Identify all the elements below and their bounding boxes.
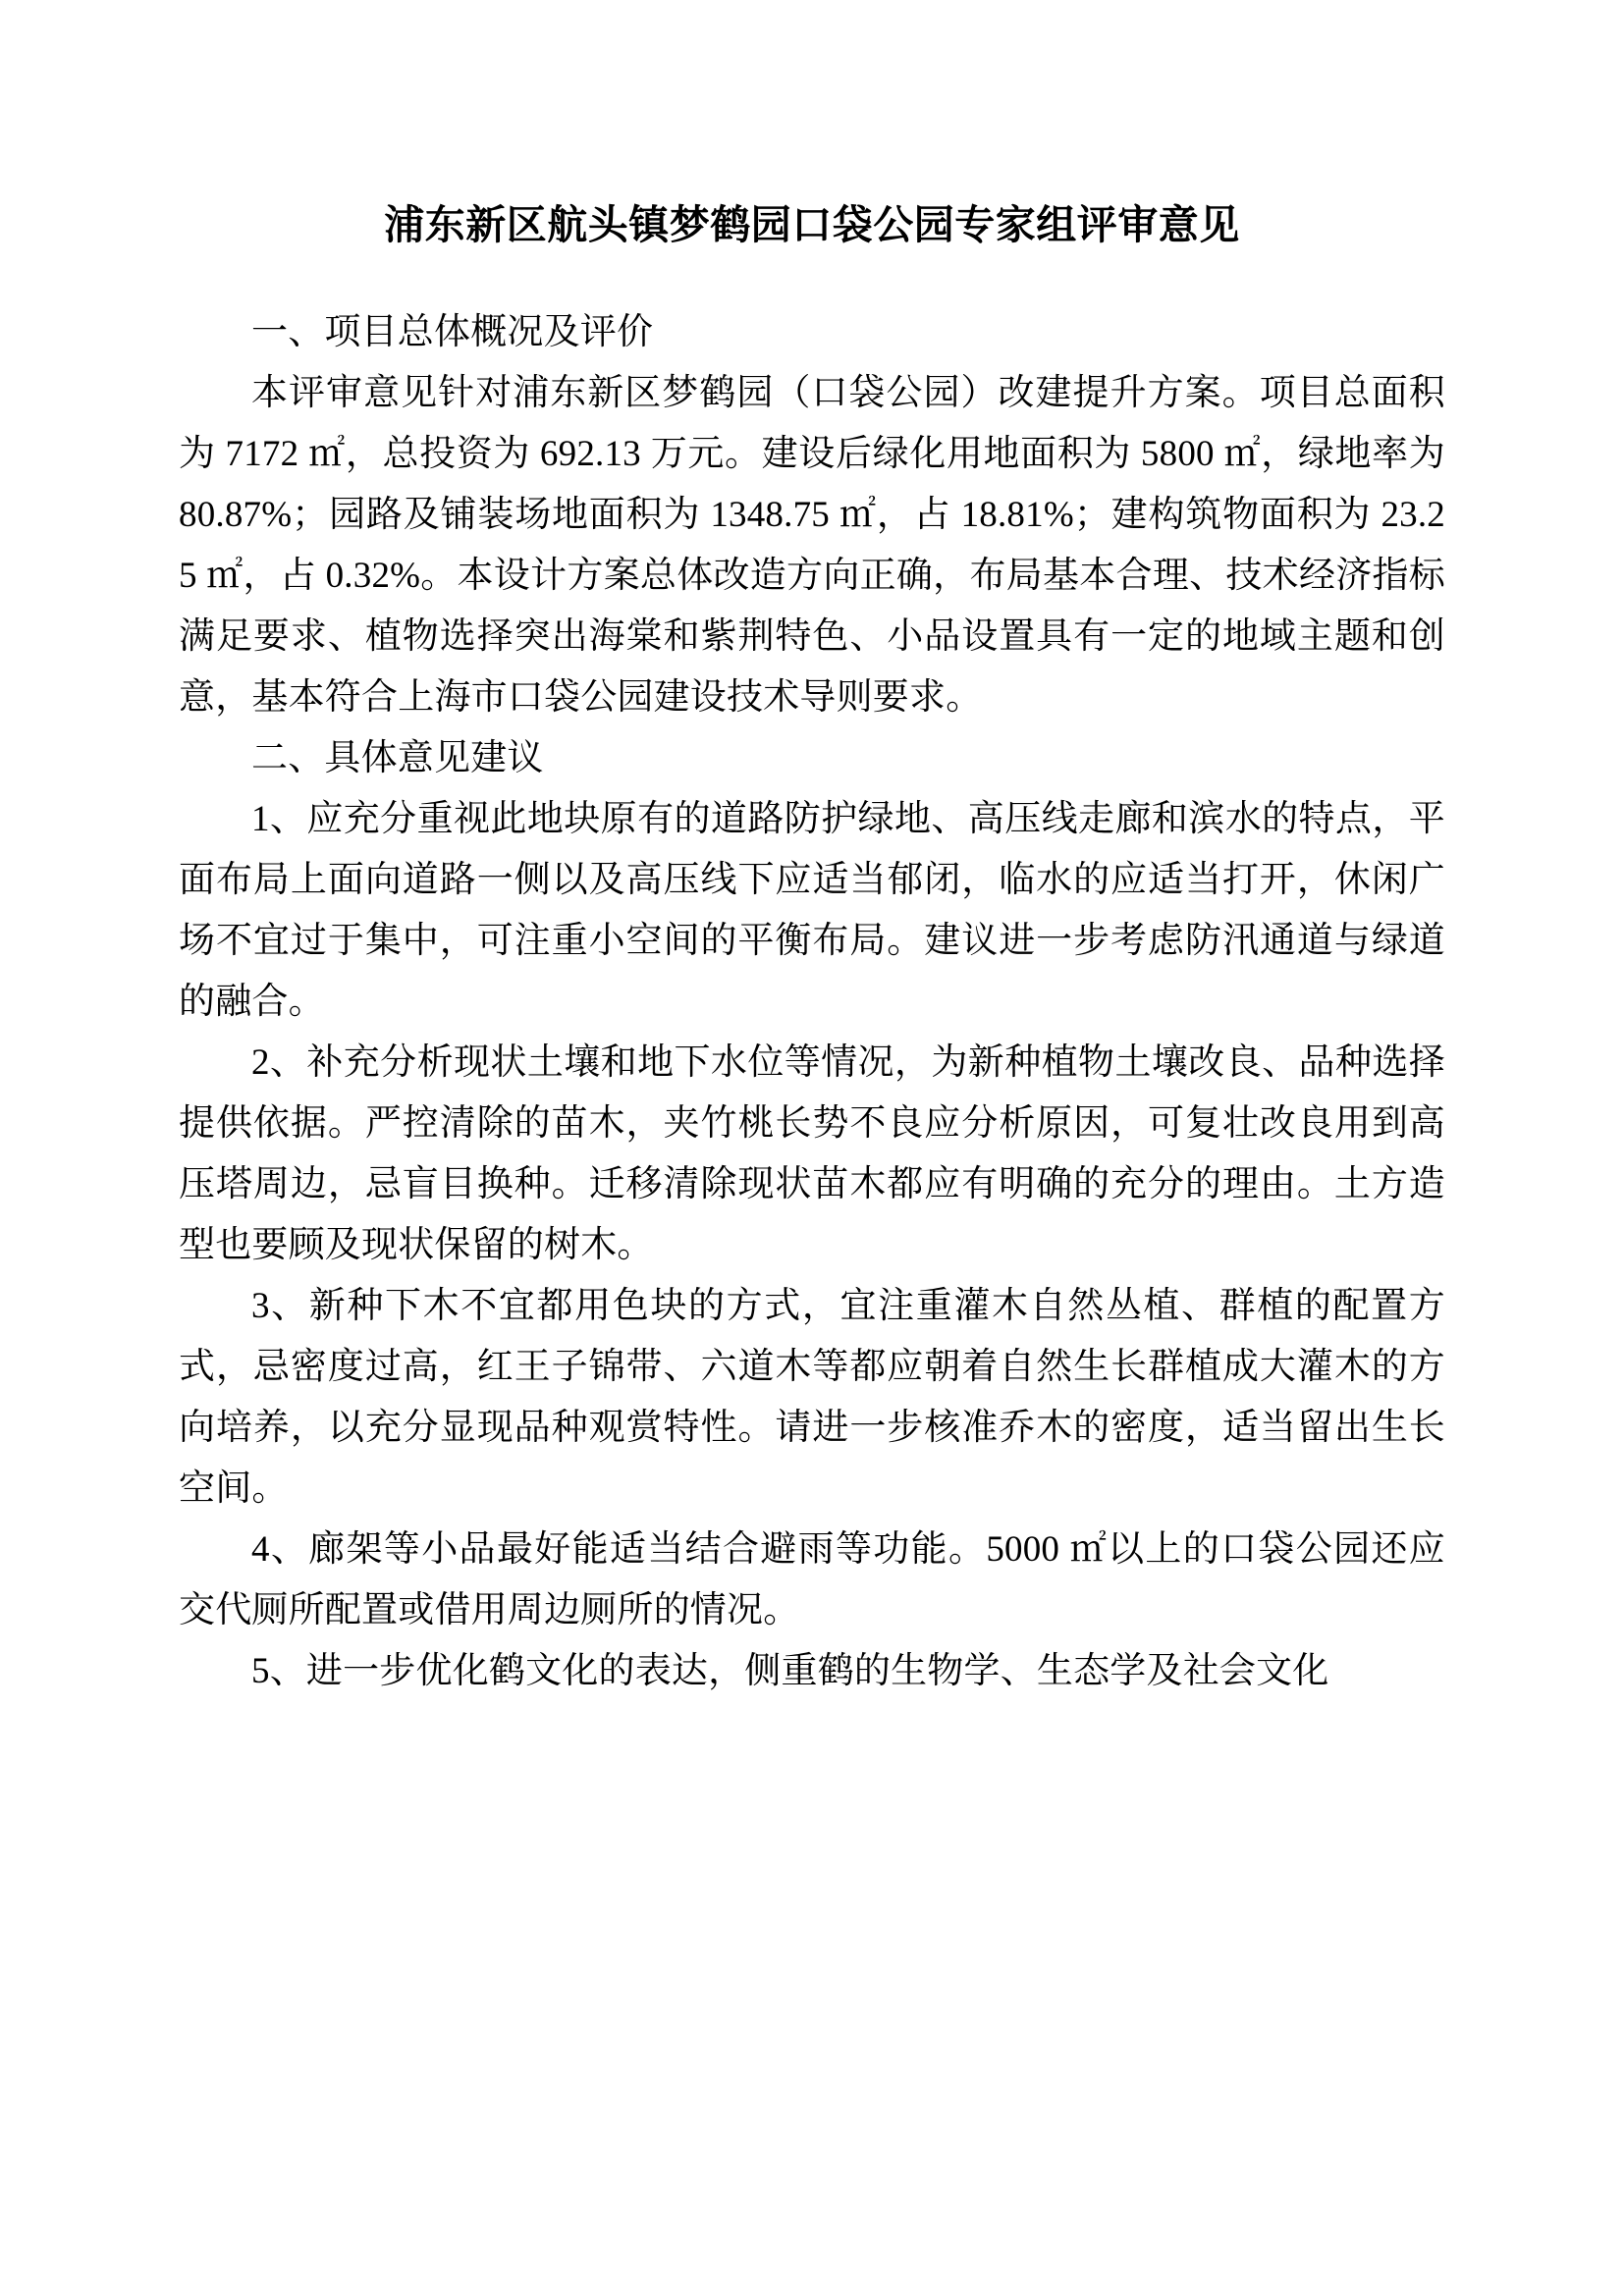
page-title: 浦东新区航头镇梦鹤园口袋公园专家组评审意见 <box>384 202 1240 247</box>
section-2-item-3: 3、新种下木不宜都用色块的方式，宜注重灌木自然丛植、群植的配置方式，忌密度过高，红王子锦带、六道木等都应朝着自然生长群植成大灌木的方向培养，以充分显现品种观赏特性。请进一步核准乔木的密度，适当留出生长空间。 <box>179 1286 1445 1510</box>
document-body <box>179 0 1445 2296</box>
section-heading-1: 一、项目总体概况及评价 <box>251 312 654 353</box>
section-2-item-2: 2、补充分析现状土壤和地下水位等情况，为新种植物土壤改良、品种选择提供依据。严控清除的苗木，夹竹桃长势不良应分析原因，可复壮改良用到高压塔周边，忌盲目换种。迁移清除现状苗木都应有明确的充分的理由。土方造型也要顾及现状保留的树木。 <box>179 1042 1445 1266</box>
section-2-item-4: 4、廊架等小品最好能适当结合避雨等功能。5000 ㎡以上的口袋公园还应交代厕所配置或借用周边厕所的情况。 <box>179 1529 1445 1631</box>
section-heading-2: 二、具体意见建议 <box>251 738 544 779</box>
section-2-item-5: 5、进一步优化鹤文化的表达，侧重鹤的生物学、生态学及社会文化 <box>251 1651 1329 1692</box>
section-2-item-1: 1、应充分重视此地块原有的道路防护绿地、高压线走廊和滨水的特点，平面布局上面向道路一侧以及高压线下应适当郁闭，临水的应适当打开，休闲广场不宜过于集中，可注重小空间的平衡布局。建议进一步考虑防汛通道与绿道的融合。 <box>179 799 1445 1023</box>
section-1-paragraph-1: 本评审意见针对浦东新区梦鹤园（口袋公园）改建提升方案。项目总面积为 7172 ㎡，总投资为 692.13 万元。建设后绿化用地面积为 5800 ㎡，绿地率为 80.87%；园路及铺装场地面积为 1348.75 ㎡，占 18.81%；建构筑物面积为 23.25 ㎡，占 0.32%。本设计方案总体改造方向正确，布局基本合理、技术经济指标满足要求、植物选择突出海棠和紫荆特色、小品设置具有一定的地域主题和创意，基本符合上海市口袋公园建设技术导则要求。 <box>179 373 1445 719</box>
